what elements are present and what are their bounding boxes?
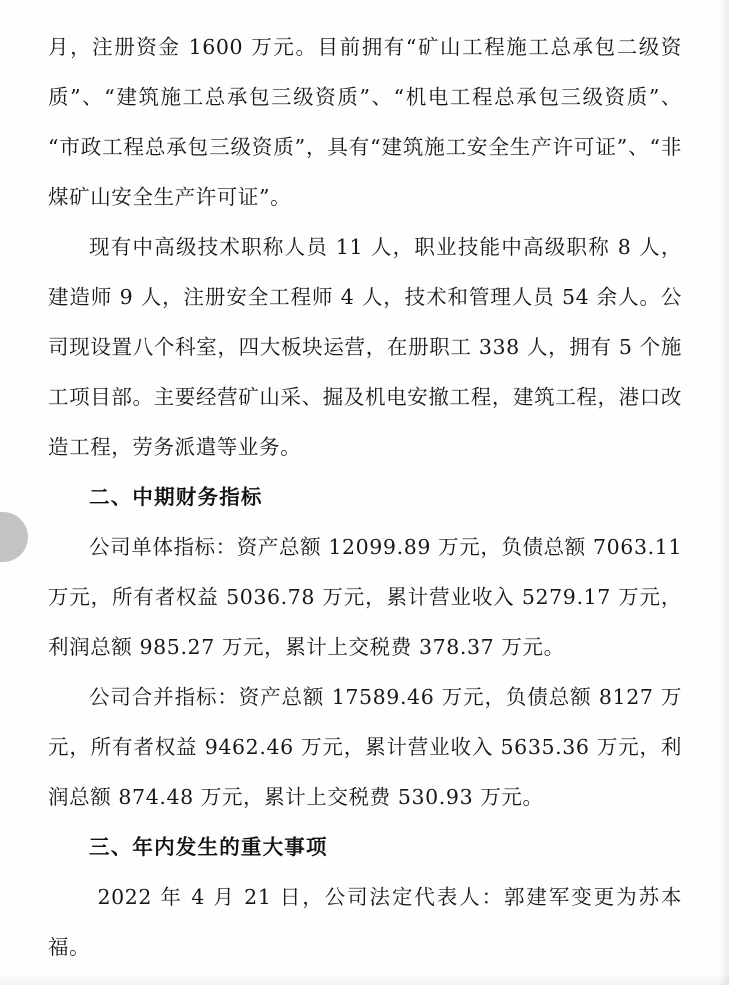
paragraph-consolidated-indicators: 公司合并指标：资产总额 17589.46 万元，负债总额 8127 万元，所有者权益 9462.46 万元，累计营业收入 5635.36 万元，利润总额 874.48 万元，累计上交税费 530.93 万元。	[48, 685, 682, 809]
paragraph-legal-representative-change: 2022 年 4 月 21 日，公司法定代表人：郭建军变更为苏本福。	[48, 885, 682, 959]
page-edge-shadow-bottom	[0, 973, 729, 985]
heading-major-events-of-year: 三、年内发生的重大事项	[89, 835, 328, 859]
paragraph-standalone-indicators: 公司单体指标：资产总额 12099.89 万元，负债总额 7063.11 万元，所有者权益 5036.78 万元，累计营业收入 5279.17 万元，利润总额 985.27 万元，累计上交税费 378.37 万元。	[48, 535, 690, 659]
page-edge-shadow-right	[719, 0, 729, 985]
document-text-body	[48, 22, 690, 972]
heading-mid-term-financial-indicators: 二、中期财务指标	[89, 485, 263, 509]
paragraph-staff-overview: 现有中高级技术职称人员 11 人，职业技能中高级职称 8 人，建造师 9 人，注册安全工程师 4 人，技术和管理人员 54 余人。公司现设置八个科室，四大板块运营，在册职工 338 人，拥有 5 个施工项目部。主要经营矿山采、掘及机电安撤工程，建筑工程，港口改造工程，劳务派遣等业务。	[48, 235, 682, 459]
paragraph-registered-capital: 月，注册资金 1600 万元。目前拥有“矿山工程施工总承包二级资质”、“建筑施工总承包三级资质”、“机电工程总承包三级资质”、“市政工程总承包三级资质”，具有“建筑施工安全生产许可证”、“非煤矿山安全生产许可证”。	[48, 35, 682, 209]
scan-smudge-artifact	[0, 512, 28, 562]
